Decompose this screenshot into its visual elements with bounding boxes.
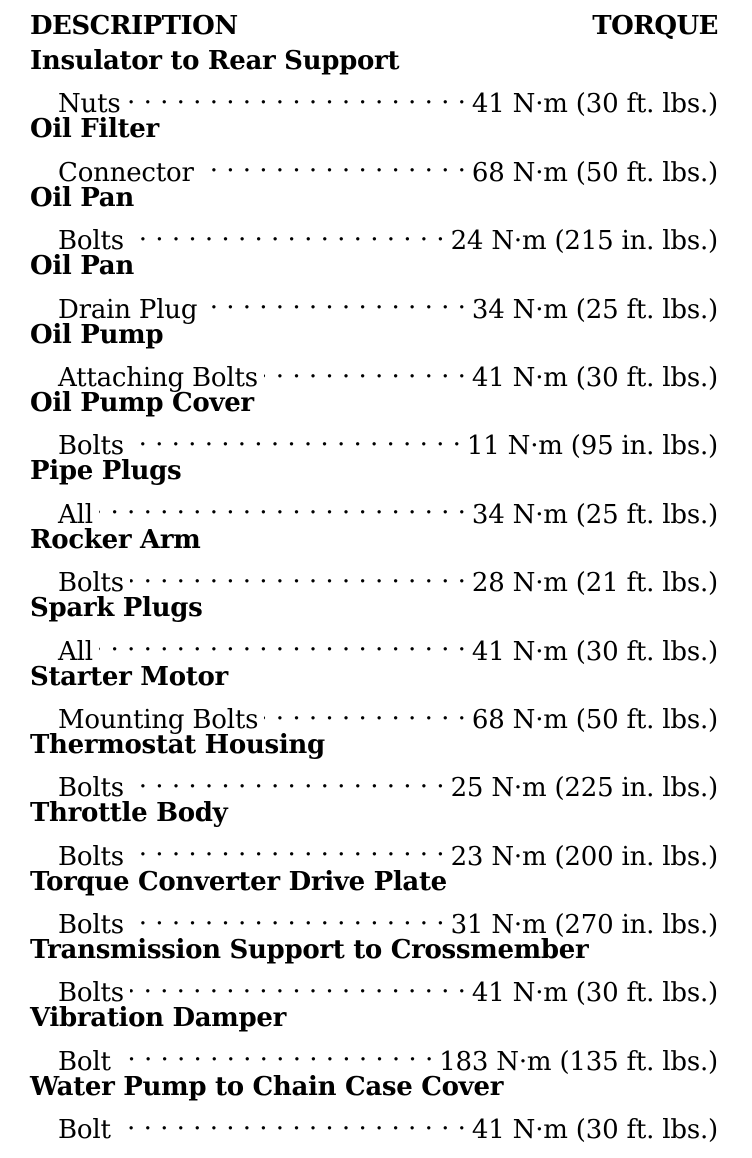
- torque-value: 41 N·m (30 ft. lbs.): [471, 362, 718, 393]
- spec-row: [30, 215, 718, 257]
- torque-value: 28 N·m (21 ft. lbs.): [471, 568, 718, 599]
- spec-entry: [30, 112, 718, 188]
- torque-column-header: TORQUE: [592, 11, 718, 41]
- component-name: Oil Pump: [30, 319, 164, 350]
- spec-entry: [30, 318, 718, 393]
- dot-leader: [117, 1035, 433, 1069]
- dot-leader: [264, 352, 466, 386]
- component-name: Starter Motor: [30, 661, 228, 692]
- spec-entry: [30, 660, 718, 735]
- fastener-name: Nuts: [58, 89, 121, 120]
- spec-entry: [30, 523, 718, 599]
- dot-leader: [264, 694, 466, 728]
- torque-value: 41 N·m (30 ft. lbs.): [471, 89, 718, 120]
- torque-value: 183 N·m (135 ft. lbs.): [439, 1046, 718, 1077]
- dot-leader: [99, 625, 466, 659]
- component-name: Rocker Arm: [30, 524, 201, 555]
- dot-leader: [127, 78, 466, 112]
- dot-leader: [130, 762, 445, 796]
- fastener-name: Bolts: [58, 841, 124, 872]
- spec-entry: [30, 181, 718, 257]
- spec-row: [30, 830, 718, 872]
- spec-entry: [30, 1001, 718, 1077]
- spec-entry: [30, 933, 718, 1009]
- component-name: Torque Converter Drive Plate: [30, 866, 447, 897]
- torque-value: 25 N·m (225 in. lbs.): [450, 773, 718, 804]
- table-header: [30, 6, 718, 46]
- description-column-header: DESCRIPTION: [30, 11, 238, 41]
- spec-row: [30, 625, 718, 667]
- component-name: Oil Pan: [30, 251, 134, 282]
- spec-entry: [30, 1070, 718, 1146]
- spec-entry: [30, 44, 718, 120]
- spec-row: [30, 488, 718, 530]
- component-name: Thermostat Housing: [30, 729, 325, 760]
- torque-value: 31 N·m (270 in. lbs.): [450, 910, 718, 941]
- torque-spec-list: [30, 44, 718, 1146]
- spec-row: [30, 146, 718, 188]
- spec-row: [30, 762, 718, 804]
- fastener-name: Bolts: [58, 431, 124, 462]
- dot-leader: [99, 488, 466, 522]
- spec-row: [30, 78, 718, 120]
- fastener-name: Drain Plug: [58, 294, 198, 325]
- component-name: Water Pump to Chain Case Cover: [30, 1071, 504, 1102]
- torque-value: 24 N·m (215 in. lbs.): [450, 226, 718, 257]
- spec-row: [30, 1104, 718, 1146]
- dot-leader: [130, 215, 445, 249]
- component-name: Oil Pump Cover: [30, 387, 254, 418]
- component-name: Pipe Plugs: [30, 456, 182, 487]
- dot-leader: [130, 967, 466, 1001]
- spec-entry: [30, 454, 718, 530]
- component-name: Vibration Damper: [30, 1003, 287, 1034]
- component-name: Oil Filter: [30, 114, 159, 145]
- fastener-name: Bolt: [58, 1115, 111, 1146]
- spec-entry: [30, 796, 718, 872]
- fastener-name: Bolts: [58, 910, 124, 941]
- component-name: Insulator to Rear Support: [30, 46, 400, 76]
- dot-leader: [117, 1104, 466, 1138]
- spec-entry: [30, 386, 718, 462]
- dot-leader: [200, 146, 466, 180]
- torque-value: 34 N·m (25 ft. lbs.): [471, 499, 718, 530]
- dot-leader: [130, 420, 461, 454]
- fastener-name: All: [58, 636, 93, 667]
- fastener-name: Bolts: [58, 773, 124, 804]
- spec-entry: [30, 591, 718, 667]
- fastener-name: Bolts: [58, 978, 124, 1009]
- dot-leader: [130, 557, 466, 591]
- spec-entry: [30, 865, 718, 941]
- torque-value: 41 N·m (30 ft. lbs.): [471, 636, 718, 667]
- component-name: Oil Pan: [30, 182, 134, 213]
- fastener-name: Attaching Bolts: [58, 362, 258, 393]
- spec-row: [30, 283, 718, 325]
- spec-row: [30, 557, 718, 599]
- spec-row: [30, 1035, 718, 1077]
- torque-value: 23 N·m (200 in. lbs.): [450, 841, 718, 872]
- spec-row: [30, 352, 718, 393]
- fastener-name: Bolts: [58, 226, 124, 257]
- component-name: Throttle Body: [30, 798, 228, 829]
- spec-row: [30, 420, 718, 462]
- torque-value: 68 N·m (50 ft. lbs.): [471, 157, 718, 188]
- component-name: Spark Plugs: [30, 593, 203, 624]
- dot-leader: [203, 283, 466, 317]
- torque-value: 34 N·m (25 ft. lbs.): [471, 294, 718, 325]
- component-name: Transmission Support to Crossmember: [30, 935, 589, 966]
- spec-row: [30, 967, 718, 1009]
- torque-value: 11 N·m (95 in. lbs.): [466, 431, 718, 462]
- torque-value: 41 N·m (30 ft. lbs.): [471, 978, 718, 1009]
- dot-leader: [130, 899, 445, 933]
- fastener-name: Connector: [58, 157, 194, 188]
- fastener-name: All: [58, 499, 93, 530]
- fastener-name: Bolts: [58, 568, 124, 599]
- fastener-name: Bolt: [58, 1046, 111, 1077]
- spec-entry: [30, 249, 718, 325]
- spec-row: [30, 899, 718, 941]
- dot-leader: [130, 830, 445, 864]
- torque-value: 41 N·m (30 ft. lbs.): [471, 1115, 718, 1146]
- torque-value: 68 N·m (50 ft. lbs.): [471, 704, 718, 735]
- fastener-name: Mounting Bolts: [58, 704, 259, 735]
- spec-row: [30, 694, 718, 735]
- spec-entry: [30, 728, 718, 804]
